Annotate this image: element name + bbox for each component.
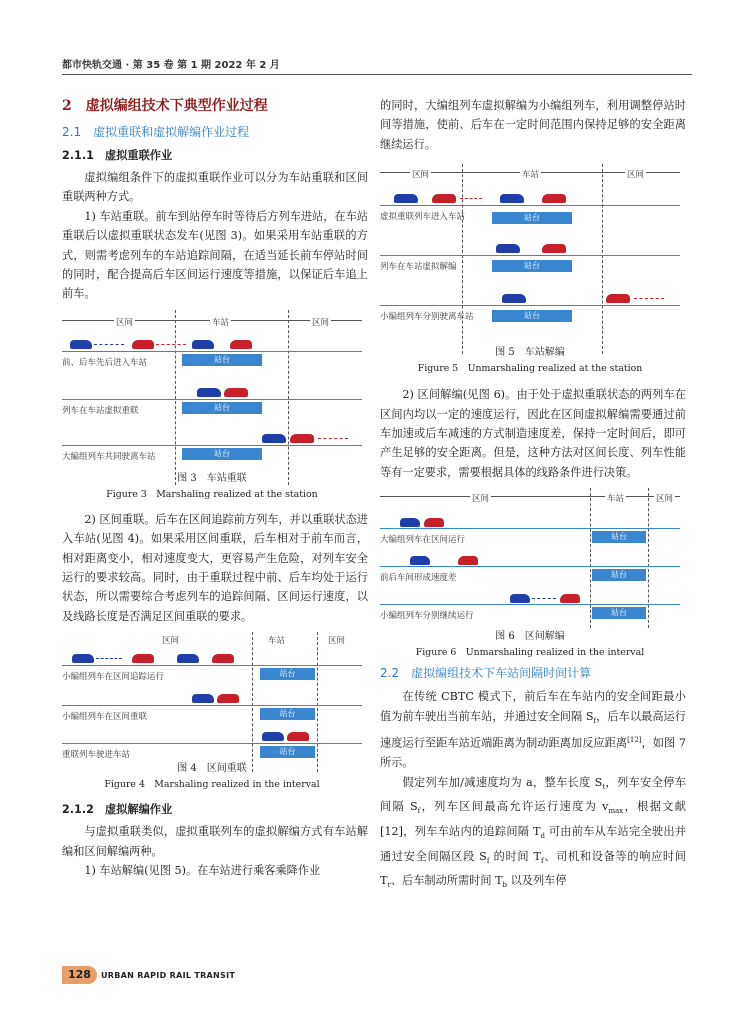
platform: 站台 bbox=[592, 531, 646, 543]
journal-name-en: URBAN RAPID RAIL TRANSIT bbox=[100, 970, 236, 980]
train-red bbox=[606, 294, 630, 303]
section-2-1-2-heading: 2.1.2 虚拟解编作业 bbox=[62, 803, 173, 817]
row-label: 大编组列车在区间运行 bbox=[380, 535, 466, 546]
platform: 站台 bbox=[592, 569, 646, 581]
train-blue bbox=[72, 654, 94, 663]
train-red bbox=[230, 340, 252, 349]
row-label: 列车在车站虚拟重联 bbox=[62, 405, 139, 416]
header-rule bbox=[62, 74, 692, 75]
train-blue bbox=[262, 732, 284, 741]
train-blue bbox=[496, 244, 520, 253]
platform: 站台 bbox=[492, 310, 572, 322]
segment-label: 车站 bbox=[605, 490, 626, 509]
right-column bbox=[380, 96, 686, 896]
figure-caption-en: Figure 4 Marshaling realized in the interval bbox=[104, 779, 320, 791]
section-2-heading: 2 虚拟编组技术下典型作业过程 bbox=[62, 98, 268, 114]
paragraph: 2) 区间重联。后车在区间追踪前方列车，并以重联状态进入车站(见图 4)。如果采用区间重联，后车相对于前车而言，相对距离变小，相对速度变大，更容易产生危险，对列车安全运行的要求较高。同时，由于重联过程中前、后车均处于运行状态，所以需要综合考虑列车的追踪间隔、区间运行速度，以及线路长度是否满足区间重联的要求。 bbox=[62, 512, 368, 623]
track bbox=[62, 399, 362, 400]
figure-caption: 图 3 车站重联 bbox=[177, 472, 247, 484]
row-label: 小编组列车分别驶离车站 bbox=[380, 312, 474, 323]
row-label: 大编组列车共同驶离车站 bbox=[62, 451, 156, 462]
track bbox=[62, 705, 362, 706]
paragraph: 1) 车站解编(见图 5)。在车站进行乘客乘降作业 bbox=[84, 864, 321, 878]
train-blue bbox=[177, 654, 199, 663]
train-red bbox=[424, 518, 444, 527]
motion-arrow bbox=[318, 438, 348, 439]
segment-label: 区间 bbox=[410, 166, 431, 185]
figure-4 bbox=[62, 632, 362, 800]
track bbox=[380, 528, 680, 529]
train-red bbox=[458, 556, 478, 565]
boundary-tick bbox=[317, 632, 318, 772]
train-blue bbox=[502, 294, 526, 303]
track bbox=[380, 205, 680, 206]
platform: 站台 bbox=[492, 260, 572, 272]
paragraph: 的同时，大编组列车虚拟解编为小编组列车，利用调整停站时间等措施，使前、后车在一定时间范围内保持足够的安全距离继续运行。 bbox=[380, 99, 686, 151]
platform: 站台 bbox=[182, 354, 262, 366]
segment-label: 车站 bbox=[268, 636, 286, 647]
train-red bbox=[542, 244, 566, 253]
track bbox=[62, 445, 362, 446]
page-footer bbox=[62, 966, 235, 984]
boundary-tick bbox=[590, 488, 591, 628]
row-label: 前后车间形成速度差 bbox=[380, 573, 457, 584]
train-blue bbox=[410, 556, 430, 565]
train-red bbox=[432, 194, 456, 203]
boundary-tick bbox=[288, 310, 289, 485]
axis-line bbox=[380, 496, 680, 497]
train-blue bbox=[262, 434, 286, 443]
platform: 站台 bbox=[260, 668, 315, 680]
paragraph: 与虚拟重联类似，虚拟重联列车的虚拟解编方式有车站解编和区间解编两种。 bbox=[62, 825, 368, 858]
motion-arrow bbox=[460, 198, 482, 199]
track bbox=[380, 566, 680, 567]
train-blue bbox=[510, 594, 530, 603]
boundary-tick bbox=[175, 310, 176, 485]
train-red bbox=[217, 694, 239, 703]
segment-label: 区间 bbox=[625, 166, 646, 185]
paragraph: 1) 车站重联。前车到站停车时等待后方列车进站，在车站重联后以虚拟重联状态发车(见图 3)。如果采用车站重联的方式，则需考虑列车的车站追踪间隔，在适当延长前车停站时间的同时，配合提高后车区间运行速度等措施，以保证后车追上前车。 bbox=[62, 209, 368, 301]
train-red bbox=[132, 654, 154, 663]
figure-caption-en: Figure 3 Marshaling realized at the station bbox=[106, 488, 318, 500]
platform: 站台 bbox=[182, 402, 262, 414]
segment-label: 区间 bbox=[114, 314, 135, 333]
track bbox=[380, 305, 680, 306]
row-label: 重联列车驶进车站 bbox=[62, 750, 131, 761]
segment-label: 车站 bbox=[210, 314, 231, 333]
paragraph: 在传统 CBTC 模式下，前后车在车站内的安全间距最小值为前车驶出当前车站，并通过安全间隔 $S_f$，后车以最高运行速度运行至距车站近端距离为制动距离加反应距离[12]，如图 7 所示。 bbox=[380, 690, 686, 770]
paragraph: 2) 区间解编(见图 6)。由于处于虚拟重联状态的两列车在区间内均以一定的速度运行，因此在区间虚拟解编需要通过前车加速或后车减速的方式制造速度差，保持一定时间后，即可产生足够的安全距离。但是，这种方法对区间长度、列车性能等有一定要求，需要根据具体的线路条件进行决策。 bbox=[380, 388, 686, 479]
running-header: 都市快轨交通 · 第 35 卷 第 1 期 2022 年 2 月 bbox=[62, 60, 280, 71]
row-label: 小编组列车在区间重联 bbox=[62, 712, 148, 723]
train-red bbox=[212, 654, 234, 663]
train-red bbox=[542, 194, 566, 203]
track bbox=[62, 351, 362, 352]
figure-caption: 图 6 区间解编 bbox=[495, 631, 565, 643]
track bbox=[62, 665, 362, 666]
segment-label: 车站 bbox=[520, 166, 541, 185]
boundary-tick bbox=[252, 632, 253, 772]
train-red bbox=[290, 434, 314, 443]
paragraph: 假定列车加/减速度均为 a，整车长度 $S_t$，列车安全停车间隔 $S_f$，列车区间最高允许运行速度为 $v_{max}$，根据文献[12]，列车车站内的追踪间隔 $T_d$ 可由前车从车站完全驶出并通过安全间隔区段 $S_f$ 的时间 $T_f$、司机和设备等的响应时间 $T_r$、后车制动所需时间 $T_b$ 以及列车停 bbox=[380, 775, 687, 890]
motion-arrow bbox=[634, 298, 664, 299]
boundary-tick bbox=[602, 164, 603, 354]
train-blue bbox=[400, 518, 420, 527]
train-blue bbox=[192, 694, 214, 703]
left-column bbox=[62, 96, 368, 881]
section-2-1-heading: 2.1 虚拟重联和虚拟解编作业过程 bbox=[62, 125, 250, 139]
boundary-tick bbox=[648, 488, 649, 628]
page-number: 128 bbox=[62, 966, 97, 984]
track bbox=[380, 255, 680, 256]
figure-caption-en: Figure 6 Unmarshaling realized in the interval bbox=[415, 647, 645, 659]
paragraph: 虚拟编组条件下的虚拟重联作业可以分为车站重联和区间重联两种方式。 bbox=[62, 171, 368, 204]
figure-caption-en: Figure 5 Unmarshaling realized at the station bbox=[417, 363, 643, 375]
figure-5 bbox=[380, 160, 680, 385]
train-blue bbox=[500, 194, 524, 203]
row-label: 前、后车先后进入车站 bbox=[62, 357, 148, 368]
platform: 站台 bbox=[492, 212, 572, 224]
train-red bbox=[224, 388, 248, 397]
train-blue bbox=[197, 388, 221, 397]
train-blue bbox=[70, 340, 92, 349]
platform: 站台 bbox=[182, 448, 262, 460]
segment-label: 区间 bbox=[470, 490, 491, 509]
figure-3 bbox=[62, 310, 362, 510]
platform: 站台 bbox=[260, 708, 315, 720]
section-2-1-1-heading: 2.1.1 虚拟重联作业 bbox=[62, 149, 173, 162]
segment-label: 区间 bbox=[654, 490, 675, 509]
train-blue bbox=[394, 194, 418, 203]
motion-arrow bbox=[94, 344, 124, 345]
figure-caption: 图 4 区间重联 bbox=[177, 763, 247, 775]
track bbox=[380, 604, 680, 605]
platform: 站台 bbox=[260, 746, 315, 758]
section-2-2-heading: 2.2 虚拟编组技术下车站间隔时间计算 bbox=[380, 666, 592, 681]
track bbox=[62, 743, 362, 744]
train-red bbox=[132, 340, 154, 349]
train-blue bbox=[192, 340, 214, 349]
train-red bbox=[560, 594, 580, 603]
segment-label: 区间 bbox=[328, 636, 346, 647]
figure-6 bbox=[380, 488, 680, 663]
motion-arrow bbox=[156, 344, 186, 345]
row-label: 虚拟重联列车进入车站 bbox=[380, 212, 466, 223]
segment-label: 区间 bbox=[310, 314, 331, 333]
motion-arrow bbox=[532, 598, 556, 599]
motion-arrow bbox=[96, 658, 122, 659]
row-label: 列车在车站虚拟解编 bbox=[380, 262, 457, 273]
train-red bbox=[287, 732, 309, 741]
figure-caption: 图 5 车站解编 bbox=[495, 347, 565, 359]
row-label: 小编组列车分别继续运行 bbox=[380, 611, 474, 622]
segment-label: 区间 bbox=[162, 636, 180, 647]
row-label: 小编组列车在区间追踪运行 bbox=[62, 672, 165, 683]
platform: 站台 bbox=[592, 607, 646, 619]
